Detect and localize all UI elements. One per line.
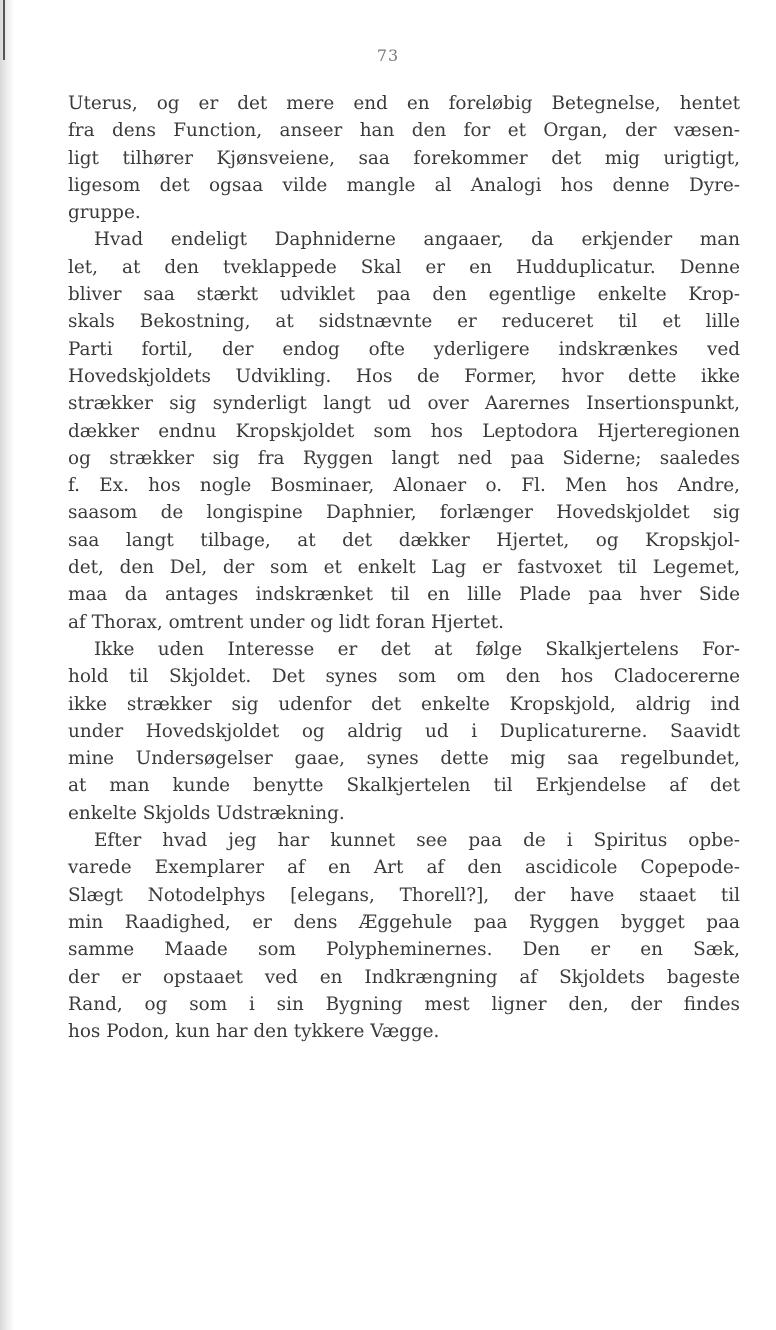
text-line: Hvad endeligt Daphniderne angaaer, da erkjender man	[94, 229, 740, 251]
paragraph	[68, 226, 740, 635]
text-line: maa da antages indskrænket til en lille Plade paa hver Side	[68, 584, 740, 606]
text-line: min Raadighed, er dens Æggehule paa Ryggen bygget paa	[68, 911, 740, 933]
paragraph	[68, 827, 740, 1045]
text-line: det, den Del, der som et enkelt Lag er fastvoxet til Legemet,	[68, 557, 740, 579]
text-line: under Hovedskjoldet og aldrig ud i Duplicaturerne. Saavidt	[68, 720, 740, 742]
text-line: gruppe.	[68, 202, 141, 224]
text-line: saa langt tilbage, at det dækker Hjertet, og Kropskjol-	[68, 529, 740, 551]
text-line: saasom de longispine Daphnier, forlænger Hovedskjoldet sig	[68, 502, 740, 524]
text-line: og strækker sig fra Ryggen langt ned paa Siderne; saaledes	[68, 447, 740, 469]
text-line: mine Undersøgelser gaae, synes dette mig saa regelbundet,	[68, 748, 740, 770]
text-line: fra dens Function, anseer han den for et Organ, der væsen-	[68, 120, 740, 142]
page-number: 73	[376, 46, 400, 65]
text-line: Efter hvad jeg har kunnet see paa de i Spiritus opbe-	[94, 830, 740, 852]
text-line: at man kunde benytte Skalkjertelen til Erkjendelse af det	[68, 775, 740, 797]
text-line: dækker endnu Kropskjoldet som hos Leptodora Hjerteregionen	[68, 420, 740, 442]
text-line: strækker sig synderligt langt ud over Aarernes Insertionspunkt,	[68, 393, 740, 415]
text-line: Slægt Notodelphys [elegans, Thorell?], der have staaet til	[68, 884, 740, 906]
text-line: Parti fortil, der endog ofte yderligere indskrænkes ved	[68, 338, 740, 360]
text-line: samme Maade som Polypheminernes. Den er en Sæk,	[68, 939, 740, 961]
text-line: af Thorax, omtrent under og lidt foran Hjertet.	[68, 611, 504, 633]
text-line: Rand, og som i sin Bygning mest ligner den, der findes	[68, 993, 740, 1015]
text-line: hos Podon, kun har den tykkere Vægge.	[68, 1021, 440, 1043]
text-line: Hovedskjoldets Udvikling. Hos de Former, hvor dette ikke	[68, 365, 740, 387]
text-line: Uterus, og er det mere end en foreløbig Betegnelse, hentet	[68, 93, 740, 114]
text-line: ligt tilhører Kjønsveiene, saa forekommer det mig urigtigt,	[68, 147, 740, 169]
text-line: hold til Skjoldet. Det synes som om den hos Cladocererne	[68, 666, 740, 688]
text-line: skals Bekostning, at sidstnævnte er reduceret til et lille	[68, 311, 740, 333]
text-line: enkelte Skjolds Udstrækning.	[68, 802, 345, 824]
text-line: varede Exemplarer af en Art af den ascidicole Copepode-	[68, 857, 740, 879]
text-line: let, at den tveklappede Skal er en Hudduplicatur. Denne	[68, 256, 740, 278]
text-line: der er opstaaet ved en Indkrængning af Skjoldets bageste	[68, 966, 740, 988]
paragraph	[68, 636, 740, 827]
paragraph	[68, 90, 740, 226]
body-text	[68, 90, 740, 1045]
text-line: bliver saa stærkt udviklet paa den egentlige enkelte Krop-	[68, 284, 740, 306]
page-binding-edge	[0, 0, 14, 1330]
text-line: f. Ex. hos nogle Bosminaer, Alonaer o. Fl. Men hos Andre,	[68, 475, 740, 497]
text-line: Ikke uden Interesse er det at følge Skalkjertelens For-	[94, 638, 740, 660]
text-line: ikke strækker sig udenfor det enkelte Kropskjold, aldrig ind	[68, 693, 740, 715]
text-line: ligesom det ogsaa vilde mangle al Analogi hos denne Dyre-	[68, 174, 740, 196]
